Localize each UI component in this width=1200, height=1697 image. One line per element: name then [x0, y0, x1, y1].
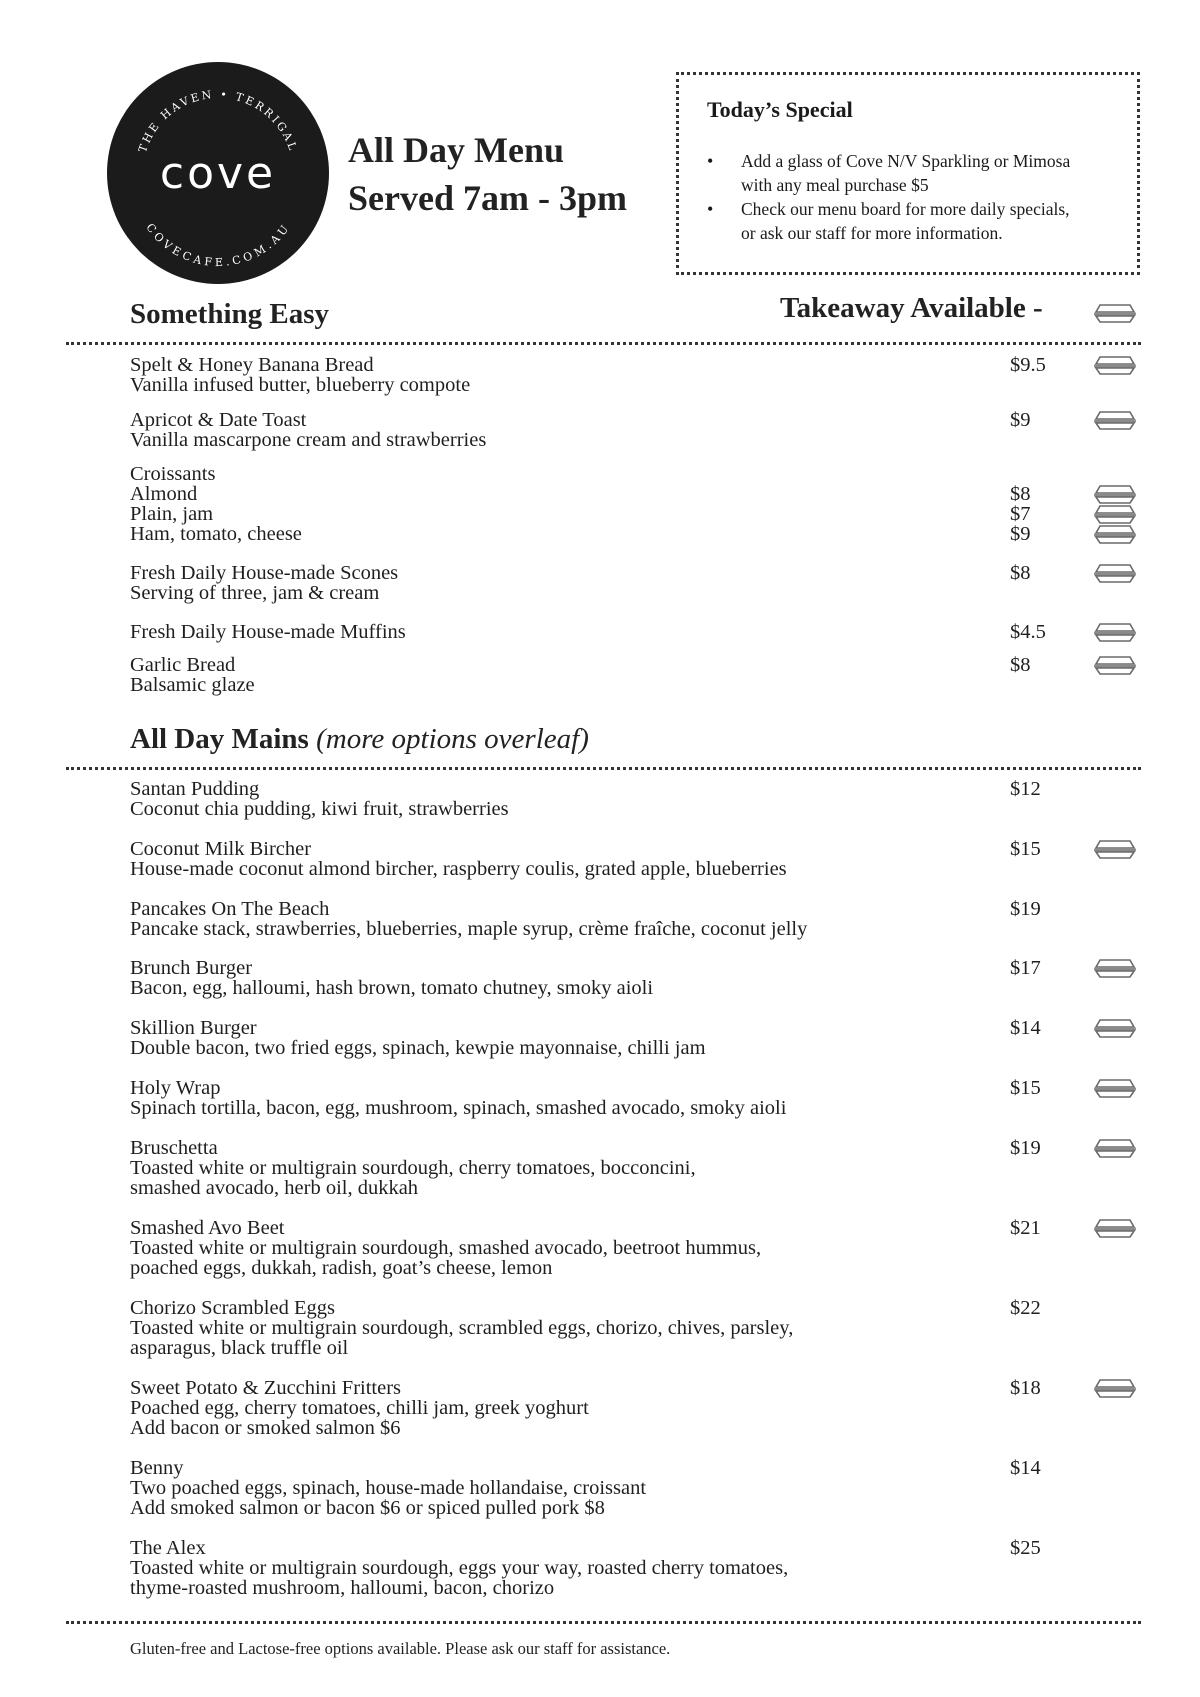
section-title: [130, 298, 329, 331]
menu-item: [130, 1538, 890, 1598]
menu-title-line: All Day Menu: [348, 130, 564, 170]
special-list: [707, 149, 1127, 245]
cove-logo: [107, 62, 329, 284]
menu-item-description: poached eggs, dukkah, radish, goat’s cheese, lemon: [130, 1257, 553, 1279]
menu-item-price: $8: [1010, 483, 1031, 505]
menu-item-description: Poached egg, cherry tomatoes, chilli jam, greek yoghurt: [130, 1397, 589, 1419]
menu-item-price: $9: [1010, 409, 1031, 431]
menu-item: [130, 779, 890, 819]
menu-item: [130, 464, 890, 544]
takeaway-container-icon: [1092, 957, 1138, 979]
takeaway-container-icon: [1092, 409, 1138, 431]
menu-item-prices: [1010, 1298, 1041, 1318]
menu-item-price: $14: [1010, 1457, 1041, 1479]
menu-item-name: Croissants: [130, 463, 216, 485]
menu-item-description: Coconut chia pudding, kiwi fruit, strawberries: [130, 798, 509, 820]
menu-item: [130, 839, 890, 879]
special-item: [707, 197, 1127, 245]
menu-item-description: Two poached eggs, spinach, house-made hollandaise, croissant: [130, 1477, 647, 1499]
special-item-line: with any meal purchase $5: [741, 175, 929, 195]
menu-item-description: Balsamic glaze: [130, 674, 255, 696]
takeaway-container-icon: [1092, 1217, 1138, 1239]
menu-item: [130, 1458, 890, 1518]
menu-item-prices: [1010, 958, 1041, 978]
menu-item-name: Pancakes On The Beach: [130, 898, 330, 920]
todays-special-box: [676, 72, 1140, 275]
menu-item-price: $7: [1010, 503, 1031, 525]
menu-item-price: $15: [1010, 1077, 1041, 1099]
menu-item-description: Serving of three, jam & cream: [130, 582, 380, 604]
menu-item-price: $8: [1010, 654, 1031, 676]
menu-item-price: $12: [1010, 778, 1041, 800]
menu-item-description: thyme-roasted mushroom, halloumi, bacon, chorizo: [130, 1577, 555, 1599]
menu-item-description: Bacon, egg, halloumi, hash brown, tomato chutney, smoky aioli: [130, 977, 654, 999]
takeaway-container-icon: [1092, 1137, 1138, 1159]
menu-item-price: $14: [1010, 1017, 1041, 1039]
menu-item-description: asparagus, black truffle oil: [130, 1337, 349, 1359]
menu-item-name: Smashed Avo Beet: [130, 1217, 285, 1239]
menu-item-description: smashed avocado, herb oil, dukkah: [130, 1177, 419, 1199]
section-note: (more options overleaf): [316, 723, 589, 755]
menu-item: [130, 1298, 890, 1358]
menu-item-name: Garlic Bread: [130, 654, 236, 676]
menu-item-description: Add bacon or smoked salmon $6: [130, 1417, 401, 1439]
menu-item-description: Plain, jam: [130, 503, 214, 525]
menu-item-description: Spinach tortilla, bacon, egg, mushroom, spinach, smashed avocado, smoky aioli: [130, 1097, 787, 1119]
menu-item-name: Chorizo Scrambled Eggs: [130, 1297, 335, 1319]
menu-item-description: Double bacon, two fried eggs, spinach, kewpie mayonnaise, chilli jam: [130, 1037, 706, 1059]
menu-item-price: $9: [1010, 523, 1031, 545]
menu-item-name: Brunch Burger: [130, 957, 253, 979]
menu-item-prices: [1010, 1078, 1041, 1098]
logo-badge-icon: [107, 62, 329, 284]
menu-item-prices: [1010, 839, 1041, 859]
menu-item-description: Ham, tomato, cheese: [130, 523, 302, 545]
menu-item-prices: [1010, 1378, 1041, 1398]
takeaway-container-icon: [1092, 1017, 1138, 1039]
section-divider: [66, 767, 1141, 770]
menu-item-name: Spelt & Honey Banana Bread: [130, 354, 374, 376]
menu-item-description: House-made coconut almond bircher, raspberry coulis, grated apple, blueberries: [130, 858, 787, 880]
menu-item-name: Fresh Daily House-made Scones: [130, 562, 399, 584]
footer-divider: [66, 1621, 1141, 1624]
bullet-icon: •: [707, 199, 714, 219]
menu-item-prices: [1010, 899, 1041, 919]
logo-ring-top-text: THE HAVEN • TERRIGAL: [136, 87, 300, 155]
menu-item-price: $22: [1010, 1297, 1041, 1319]
menu-item-name: Apricot & Date Toast: [130, 409, 307, 431]
menu-item-name: Coconut Milk Bircher: [130, 838, 312, 860]
svg-text:COVECAFE.COM.AU: [143, 221, 292, 269]
special-item-line: Add a glass of Cove N/V Sparkling or Mimosa: [741, 151, 1071, 171]
menu-item-price: $18: [1010, 1377, 1041, 1399]
menu-item: [130, 355, 890, 395]
menu-hours: Served 7am - 3pm: [348, 178, 627, 218]
section-title-text: All Day Mains: [130, 723, 309, 755]
menu-item-name: Sweet Potato & Zucchini Fritters: [130, 1377, 402, 1399]
menu-item-description: Toasted white or multigrain sourdough, smashed avocado, beetroot hummus,: [130, 1237, 762, 1259]
menu-item-prices: [1010, 779, 1041, 799]
menu-item: [130, 1218, 890, 1278]
menu-item-name: Holy Wrap: [130, 1077, 221, 1099]
menu-item-description: Toasted white or multigrain sourdough, eggs your way, roasted cherry tomatoes,: [130, 1557, 789, 1579]
menu-item-name: Fresh Daily House-made Muffins: [130, 621, 406, 643]
menu-item: [130, 1378, 890, 1438]
menu-item-name: Bruschetta: [130, 1137, 218, 1159]
section-title: [130, 723, 589, 756]
menu-item-name: The Alex: [130, 1537, 206, 1559]
menu-item-price: [1010, 464, 1031, 484]
takeaway-container-icon: [1092, 354, 1138, 376]
menu-item: [130, 410, 890, 450]
menu-item-prices: [1010, 1458, 1041, 1478]
takeaway-container-icon: [1092, 523, 1138, 545]
bullet-icon: •: [707, 151, 714, 171]
svg-text:THE HAVEN • TERRIGAL: [136, 88, 300, 154]
logo-ring-bottom-text: COVECAFE.COM.AU: [143, 221, 293, 270]
menu-item-price: $25: [1010, 1537, 1041, 1559]
takeaway-container-icon: [1092, 654, 1138, 676]
section-title-text: Something Easy: [130, 298, 330, 330]
logo-brand-text: cove: [159, 148, 277, 199]
takeaway-container-icon: [1092, 503, 1138, 525]
menu-item-price: $15: [1010, 838, 1041, 860]
takeaway-container-icon: [1092, 621, 1138, 643]
menu-item-prices: [1010, 622, 1046, 642]
menu-item: [130, 622, 890, 642]
section-divider: [66, 342, 1141, 345]
takeaway-container-icon: [1092, 483, 1138, 505]
menu-item-prices: [1010, 410, 1031, 430]
takeaway-container-icon: [1092, 302, 1138, 324]
menu-item-description: Almond: [130, 483, 198, 505]
menu-item-prices: [1010, 1138, 1041, 1158]
takeaway-legend: Takeaway Available -: [780, 292, 1043, 324]
menu-item-price: $4.5: [1010, 621, 1046, 643]
menu-item-description: Vanilla infused butter, blueberry compote: [130, 374, 471, 396]
menu-item-description: Add smoked salmon or bacon $6 or spiced pulled pork $8: [130, 1497, 605, 1519]
menu-item-prices: [1010, 355, 1046, 375]
menu-item-price: $9.5: [1010, 354, 1046, 376]
menu-item-prices: [1010, 464, 1031, 544]
menu-item: [130, 655, 890, 695]
menu-item-prices: [1010, 655, 1031, 675]
menu-item-price: $21: [1010, 1217, 1041, 1239]
takeaway-container-icon: [1092, 838, 1138, 860]
menu-item-price: $17: [1010, 957, 1041, 979]
special-item-line: or ask our staff for more information.: [741, 223, 1003, 243]
menu-item-prices: [1010, 1538, 1041, 1558]
menu-item-description: Pancake stack, strawberries, blueberries, maple syrup, crème fraîche, coconut jelly: [130, 918, 808, 940]
menu-item: [130, 563, 890, 603]
menu-item-price: $19: [1010, 898, 1041, 920]
menu-item-description: Vanilla mascarpone cream and strawberries: [130, 429, 487, 451]
footer-note: Gluten-free and Lactose-free options available. Please ask our staff for assistance.: [130, 1639, 671, 1658]
special-item: [707, 149, 1127, 197]
menu-item-name: Benny: [130, 1457, 184, 1479]
menu-item: [130, 1018, 890, 1058]
menu-item: [130, 1078, 890, 1118]
special-item-line: Check our menu board for more daily specials,: [741, 199, 1070, 219]
menu-item-name: Skillion Burger: [130, 1017, 257, 1039]
takeaway-container-icon: [1092, 562, 1138, 584]
menu-item: [130, 958, 890, 998]
takeaway-container-icon: [1092, 1077, 1138, 1099]
menu-title: [348, 126, 627, 222]
menu-item: [130, 1138, 890, 1198]
takeaway-container-icon: [1092, 1377, 1138, 1399]
menu-item-description: Toasted white or multigrain sourdough, cherry tomatoes, bocconcini,: [130, 1157, 696, 1179]
menu-item-prices: [1010, 1018, 1041, 1038]
menu-item-prices: [1010, 1218, 1041, 1238]
special-heading: Today’s Special: [707, 97, 853, 122]
menu-item: [130, 899, 890, 939]
menu-item-price: $19: [1010, 1137, 1041, 1159]
menu-item-price: $8: [1010, 562, 1031, 584]
menu-item-name: Santan Pudding: [130, 778, 260, 800]
menu-item-description: Toasted white or multigrain sourdough, scrambled eggs, chorizo, chives, parsley,: [130, 1317, 794, 1339]
menu-item-prices: [1010, 563, 1031, 583]
